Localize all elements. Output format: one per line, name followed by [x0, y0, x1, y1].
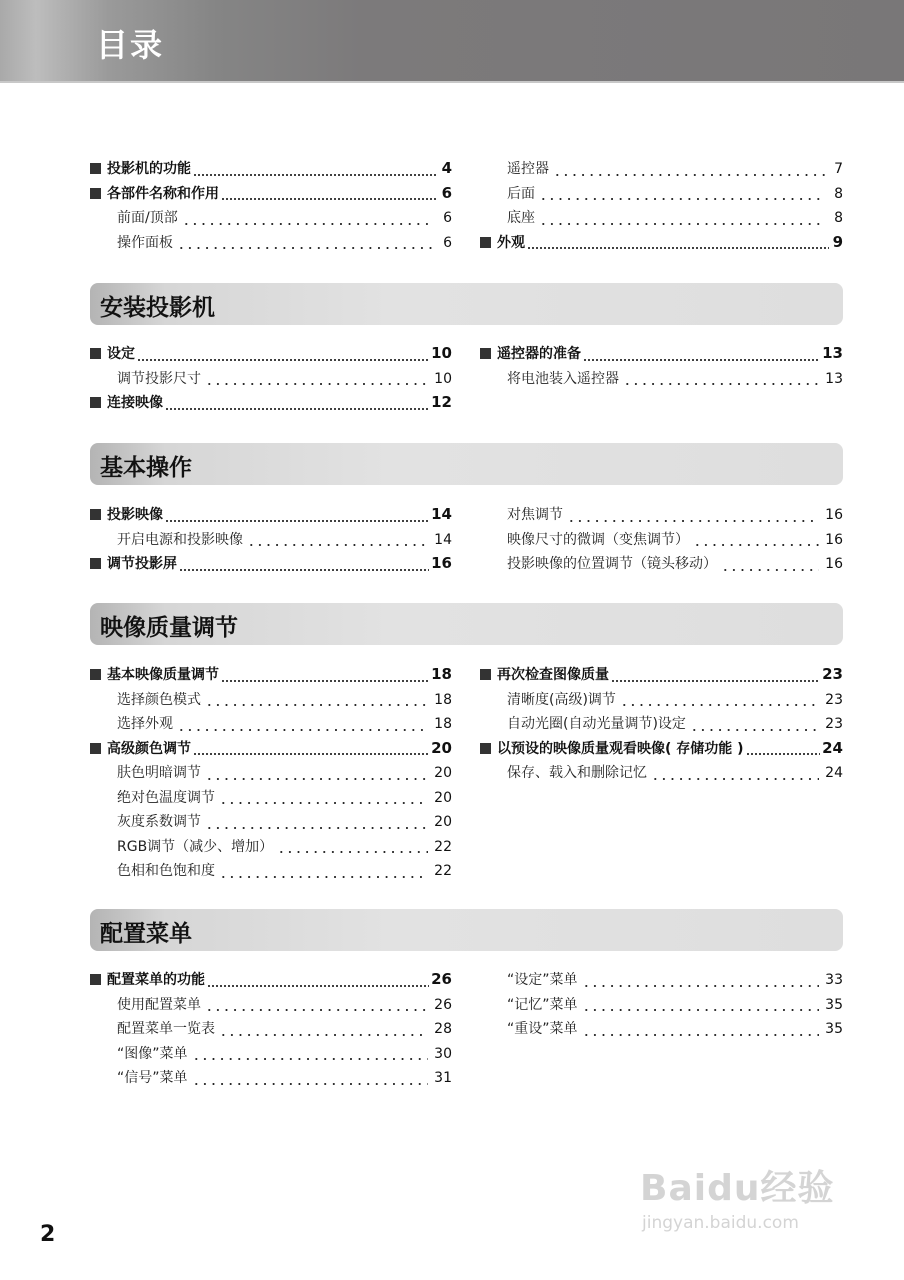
- entry-page-number: 22: [434, 863, 452, 879]
- dot-leader: [205, 1002, 428, 1012]
- entry-label: 遥控器: [507, 161, 549, 177]
- square-bullet-icon: [90, 743, 101, 754]
- entry-label: 对焦调节: [507, 507, 563, 523]
- toc-column-left: [90, 343, 452, 417]
- entry-page-number: 26: [434, 996, 452, 1013]
- dot-leader: [582, 1002, 820, 1012]
- dot-leader: [193, 167, 438, 177]
- watermark-url: jingyan.baidu.com: [642, 1213, 799, 1233]
- dot-leader: [611, 673, 820, 683]
- toc-subentry[interactable]: [480, 1018, 843, 1043]
- toc-subentry[interactable]: [480, 969, 843, 994]
- section-header: [90, 909, 843, 951]
- dot-leader: [582, 1027, 820, 1037]
- entry-label: 色相和色饱和度: [117, 863, 215, 879]
- entry-label: 设定: [107, 346, 135, 362]
- watermark-brand: Baidu经验: [640, 1168, 835, 1209]
- page-title: 目录: [96, 26, 165, 64]
- dot-leader: [221, 191, 438, 201]
- entry-page-number: 26: [431, 970, 452, 988]
- entry-label: 投影映像的位置调节（镜头移动）: [507, 556, 717, 572]
- square-bullet-icon: [90, 669, 101, 680]
- entry-label: RGB调节（减少、增加）: [117, 838, 274, 855]
- dot-leader: [277, 844, 428, 854]
- entry-page-number: 8: [834, 210, 843, 226]
- toc-subentry[interactable]: [90, 860, 452, 885]
- toc-subentry[interactable]: [480, 207, 843, 232]
- toc-subentry[interactable]: [480, 529, 843, 554]
- entry-page-number: 6: [443, 210, 452, 226]
- section-header: [90, 283, 843, 325]
- dot-leader: [746, 746, 821, 756]
- dot-leader: [539, 216, 825, 226]
- square-bullet-icon: [90, 163, 101, 174]
- entry-page-number: 13: [825, 370, 843, 387]
- dot-leader: [527, 240, 829, 250]
- dot-leader: [651, 771, 819, 781]
- square-bullet-icon: [480, 743, 491, 754]
- toc-entry[interactable]: [90, 392, 452, 417]
- toc-entry[interactable]: [90, 343, 452, 368]
- entry-label: 配置菜单一览表: [117, 1021, 215, 1037]
- entry-page-number: 23: [822, 665, 843, 683]
- toc-subentry[interactable]: [480, 762, 843, 787]
- section-title: 安装投影机: [100, 295, 215, 321]
- entry-label: 连接映像: [107, 395, 163, 411]
- dot-leader: [137, 352, 429, 362]
- entry-page-number: 9: [832, 232, 843, 251]
- entry-label: “图像”菜单: [117, 1045, 188, 1062]
- toc-column-right: [480, 664, 843, 787]
- toc-entry[interactable]: [480, 738, 843, 763]
- entry-page-number: 8: [834, 185, 843, 202]
- dot-leader: [693, 537, 819, 547]
- entry-label: 遥控器的准备: [497, 346, 581, 362]
- dot-leader: [247, 537, 428, 547]
- toc-subentry[interactable]: [480, 994, 843, 1019]
- entry-page-number: 10: [434, 370, 452, 387]
- entry-page-number: 20: [431, 738, 452, 757]
- square-bullet-icon: [90, 974, 101, 985]
- entry-label: 投影映像: [107, 507, 163, 523]
- toc-entry[interactable]: [90, 553, 452, 578]
- square-bullet-icon: [480, 669, 491, 680]
- square-bullet-icon: [90, 558, 101, 569]
- entry-label: 基本映像质量调节: [107, 667, 219, 683]
- dot-leader: [192, 1051, 429, 1061]
- dot-leader: [583, 352, 820, 362]
- dot-leader: [690, 722, 819, 732]
- page-number: 2: [40, 1222, 56, 1247]
- entry-page-number: 18: [434, 691, 452, 708]
- dot-leader: [179, 562, 429, 572]
- dot-leader: [177, 722, 428, 732]
- dot-leader: [193, 746, 429, 756]
- toc-entry[interactable]: [90, 969, 452, 994]
- toc-entry[interactable]: [480, 232, 843, 257]
- section-header: [90, 443, 843, 485]
- toc-entry[interactable]: [90, 183, 452, 208]
- toc-subentry[interactable]: [90, 529, 452, 554]
- entry-page-number: 7: [834, 161, 843, 177]
- dot-leader: [221, 673, 429, 683]
- dot-leader: [623, 376, 819, 386]
- dot-leader: [567, 513, 819, 523]
- toc-column-left: [90, 504, 452, 578]
- page-header: [0, 0, 904, 83]
- toc-subentry[interactable]: [90, 994, 452, 1019]
- dot-leader: [177, 240, 434, 250]
- toc-subentry[interactable]: [90, 1043, 452, 1068]
- toc-entry[interactable]: [90, 158, 452, 183]
- toc-subentry[interactable]: [480, 713, 843, 738]
- toc-subentry[interactable]: [480, 158, 843, 183]
- entry-page-number: 18: [434, 716, 452, 732]
- dot-leader: [620, 697, 819, 707]
- dot-leader: [219, 795, 428, 805]
- dot-leader: [539, 191, 825, 201]
- entry-label: 自动光圈(自动光量调节)设定: [507, 716, 686, 732]
- toc-column-left: [90, 664, 452, 885]
- entry-page-number: 14: [434, 531, 452, 548]
- entry-page-number: 13: [822, 344, 843, 362]
- square-bullet-icon: [480, 348, 491, 359]
- toc-column-right: [480, 969, 843, 1043]
- entry-label: 肤色明暗调节: [117, 765, 201, 781]
- entry-page-number: 31: [434, 1070, 452, 1086]
- toc-subentry[interactable]: [90, 1018, 452, 1043]
- entry-page-number: 33: [825, 972, 843, 988]
- toc-subentry[interactable]: [480, 183, 843, 208]
- section-title: 配置菜单: [100, 921, 192, 947]
- entry-page-number: 4: [441, 159, 452, 177]
- entry-page-number: 12: [431, 393, 452, 411]
- toc-entry[interactable]: [480, 343, 843, 368]
- toc-entry[interactable]: [90, 738, 452, 763]
- entry-label: “记忆”菜单: [507, 996, 578, 1013]
- entry-label: 清晰度(高级)调节: [507, 691, 616, 708]
- entry-label: 调节投影尺寸: [117, 370, 201, 387]
- entry-page-number: 35: [825, 1021, 843, 1037]
- entry-label: 投影机的功能: [107, 161, 191, 177]
- entry-label: 保存、载入和删除记忆: [507, 765, 647, 781]
- toc-subentry[interactable]: [480, 553, 843, 578]
- section-title: 映像质量调节: [100, 615, 238, 641]
- watermark: [640, 1160, 834, 1233]
- dot-leader: [205, 820, 428, 830]
- dot-leader: [207, 978, 429, 988]
- entry-label: 映像尺寸的微调（变焦调节）: [507, 531, 689, 548]
- entry-page-number: 16: [825, 531, 843, 548]
- entry-label: 底座: [507, 210, 535, 226]
- entry-label: 选择外观: [117, 716, 173, 732]
- toc-entry[interactable]: [90, 664, 452, 689]
- entry-label: “设定”菜单: [507, 972, 578, 988]
- entry-page-number: 16: [431, 554, 452, 572]
- toc-subentry[interactable]: [480, 689, 843, 714]
- square-bullet-icon: [480, 237, 491, 248]
- entry-label: 调节投影屏: [107, 556, 177, 572]
- toc-subentry[interactable]: [90, 787, 452, 812]
- dot-leader: [219, 1027, 428, 1037]
- dot-leader: [553, 167, 825, 177]
- entry-page-number: 24: [822, 738, 843, 757]
- entry-page-number: 20: [434, 814, 452, 830]
- toc-column-left: [90, 158, 452, 256]
- entry-page-number: 14: [431, 505, 452, 523]
- toc-subentry[interactable]: [90, 811, 452, 836]
- section-title: 基本操作: [100, 455, 192, 481]
- entry-page-number: 28: [434, 1021, 452, 1037]
- entry-label: 使用配置菜单: [117, 996, 201, 1013]
- toc-subentry[interactable]: [90, 836, 452, 861]
- toc-entry[interactable]: [90, 504, 452, 529]
- entry-page-number: 20: [434, 789, 452, 806]
- entry-page-number: 18: [431, 665, 452, 683]
- entry-label: 高级颜色调节: [107, 740, 191, 757]
- dot-leader: [205, 376, 428, 386]
- entry-label: 绝对色温度调节: [117, 789, 215, 806]
- entry-page-number: 6: [441, 183, 452, 202]
- toc-subentry[interactable]: [480, 368, 843, 393]
- toc-subentry[interactable]: [90, 207, 452, 232]
- toc-subentry[interactable]: [90, 762, 452, 787]
- entry-label: 以预设的映像质量观看映像( 存储功能 ): [497, 740, 744, 757]
- toc-column-right: [480, 158, 843, 256]
- dot-leader: [192, 1076, 429, 1086]
- entry-page-number: 16: [825, 556, 843, 572]
- entry-page-number: 35: [825, 996, 843, 1013]
- entry-label: 外观: [497, 234, 525, 251]
- entry-label: 配置菜单的功能: [107, 972, 205, 988]
- entry-page-number: 22: [434, 838, 452, 855]
- toc-subentry[interactable]: [90, 689, 452, 714]
- entry-label: 各部件名称和作用: [107, 185, 219, 202]
- entry-page-number: 23: [825, 716, 843, 732]
- toc-column-left: [90, 969, 452, 1092]
- dot-leader: [205, 697, 428, 707]
- section-header: [90, 603, 843, 645]
- square-bullet-icon: [90, 188, 101, 199]
- entry-page-number: 23: [825, 691, 843, 708]
- entry-label: 再次检查图像质量: [497, 667, 609, 683]
- toc-column-right: [480, 343, 843, 392]
- dot-leader: [165, 401, 429, 411]
- entry-label: “重设”菜单: [507, 1021, 578, 1037]
- entry-label: 灰度系数调节: [117, 814, 201, 830]
- entry-label: 前面/顶部: [117, 210, 178, 226]
- entry-page-number: 16: [825, 507, 843, 523]
- toc-subentry[interactable]: [90, 368, 452, 393]
- square-bullet-icon: [90, 509, 101, 520]
- square-bullet-icon: [90, 348, 101, 359]
- entry-page-number: 24: [825, 765, 843, 781]
- toc-subentry[interactable]: [90, 713, 452, 738]
- dot-leader: [205, 771, 428, 781]
- entry-page-number: 6: [443, 234, 452, 251]
- entry-page-number: 30: [434, 1045, 452, 1062]
- entry-label: 将电池装入遥控器: [507, 370, 619, 387]
- toc-column-right: [480, 504, 843, 578]
- dot-leader: [165, 513, 429, 523]
- dot-leader: [582, 978, 820, 988]
- entry-page-number: 20: [434, 765, 452, 781]
- toc-subentry[interactable]: [480, 504, 843, 529]
- entry-label: 后面: [507, 185, 535, 202]
- entry-label: 开启电源和投影映像: [117, 531, 243, 548]
- entry-label: 选择颜色模式: [117, 691, 201, 708]
- dot-leader: [721, 562, 819, 572]
- toc-subentry[interactable]: [90, 1067, 452, 1092]
- square-bullet-icon: [90, 397, 101, 408]
- entry-label: 操作面板: [117, 234, 173, 251]
- dot-leader: [219, 869, 428, 879]
- toc-subentry[interactable]: [90, 232, 452, 257]
- toc-entry[interactable]: [480, 664, 843, 689]
- dot-leader: [182, 216, 434, 226]
- entry-page-number: 10: [431, 344, 452, 362]
- entry-label: “信号”菜单: [117, 1070, 188, 1086]
